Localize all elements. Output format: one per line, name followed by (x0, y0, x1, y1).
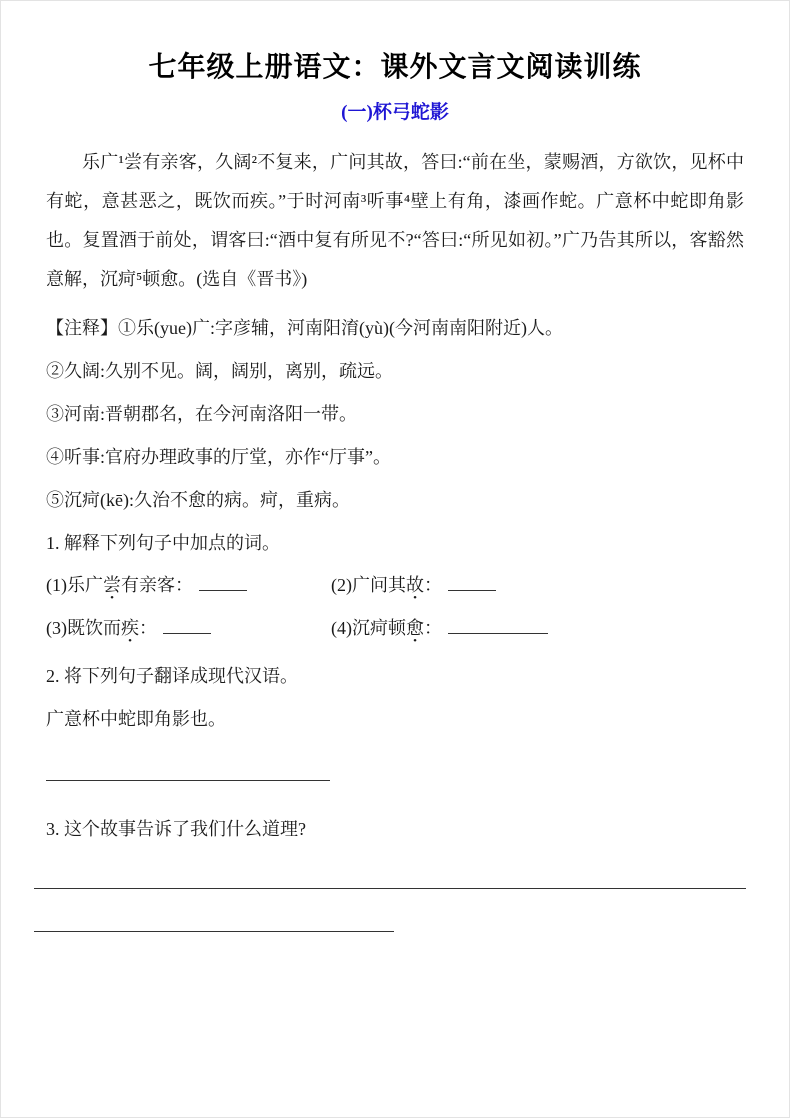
q1-item-2-answer-blank (448, 574, 496, 591)
q1-item-2-post: ： (424, 575, 442, 595)
question-3 (46, 817, 744, 932)
note-line-1: 【注释】①乐(yue)广:字彦辅，河南阳淯(yù)(今河南南阳附近)人。 (46, 318, 563, 338)
q1-item-4 (331, 616, 548, 640)
q1-item-3-answer-blank (163, 617, 211, 634)
question-2 (46, 664, 744, 781)
note-line-4: ④听事:官府办理政事的厅堂，亦作“厅事”。 (46, 447, 391, 467)
question-1 (46, 531, 744, 640)
note-line-2: ②久阔:久别不见。阔，阔别，离别，疏远。 (46, 361, 393, 381)
question-1-title: 1. 解释下列句子中加点的词。 (46, 533, 280, 553)
q1-item-1 (46, 573, 331, 597)
question-3-answer-line-1 (34, 888, 746, 889)
q1-item-3 (46, 616, 331, 640)
question-2-answer-line (46, 780, 330, 781)
question-1-row-2 (46, 616, 744, 640)
notes-section (46, 316, 744, 512)
q1-item-2-dotted-char: 故 (406, 575, 424, 595)
section-subtitle: (一)杯弓蛇影 (341, 102, 449, 123)
q1-item-2 (331, 573, 496, 597)
note-line-3: ③河南:晋朝郡名，在今河南洛阳一带。 (46, 404, 357, 424)
document-content (46, 143, 744, 932)
q1-item-4-post: ： (424, 618, 442, 638)
q1-item-4-pre: (4)沉疴顿 (331, 618, 406, 638)
q1-item-3-dotted-char: 疾 (121, 618, 139, 638)
passage-text: 乐广¹尝有亲客，久阔²不复来，广问其故，答曰:“前在坐，蒙赐酒，方欲饮，见杯中有蛇，意甚恶之，既饮而疾。”于时河南³听事⁴壁上有角，漆画作蛇。广意杯中蛇即角影也。复置酒于前处，谓客曰:“酒中复有所见不?“答曰:“所见如初。”广乃告其所以，客豁然意解，沉疴⁵顿愈。(选自《晋书》) (46, 152, 744, 289)
question-2-title: 2. 将下列句子翻译成现代汉语。 (46, 666, 298, 686)
question-3-answer-line-2 (34, 931, 394, 932)
question-1-row-1 (46, 573, 744, 597)
q1-item-2-pre: (2)广问其 (331, 575, 406, 595)
q1-item-3-post: ： (139, 618, 157, 638)
q1-item-1-answer-blank (199, 574, 247, 591)
q1-item-1-dotted-char: 尝 (103, 575, 121, 595)
q1-item-1-pre: (1)乐广 (46, 575, 103, 595)
q1-item-1-post: 有亲客： (121, 575, 193, 595)
question-2-sentence: 广意杯中蛇即角影也。 (46, 709, 226, 729)
note-line-5: ⑤沉疴(kē):久治不愈的病。疴，重病。 (46, 490, 350, 510)
q1-item-4-answer-blank (448, 617, 548, 634)
q1-item-3-pre: (3)既饮而 (46, 618, 121, 638)
q1-item-4-dotted-char: 愈 (406, 618, 424, 638)
page-title: 七年级上册语文：课外文言文阅读训练 (148, 52, 642, 83)
question-3-title: 3. 这个故事告诉了我们什么道理? (46, 819, 306, 839)
